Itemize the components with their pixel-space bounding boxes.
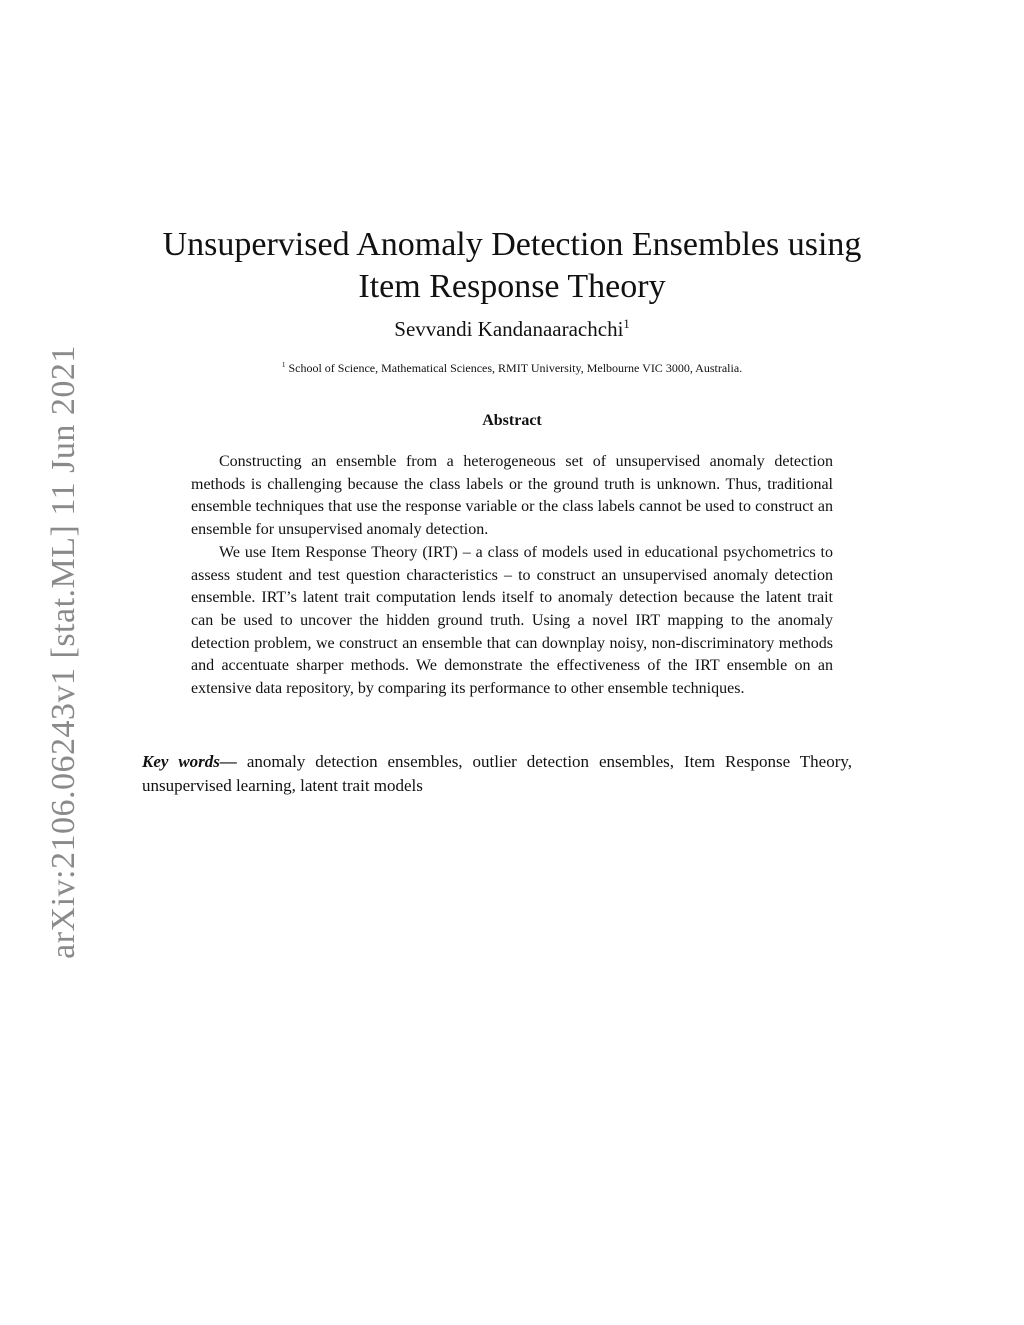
keywords-text: anomaly detection ensembles, outlier detection ensembles, Item Response Theory, unsupervised learning, latent trait models	[142, 752, 853, 795]
author-line	[120, 315, 904, 343]
affiliation-mark: 1	[281, 361, 286, 369]
abstract-paragraph-1: Constructing an ensemble from a heterogeneous set of unsupervised anomaly detection methods is challenging because the class labels or the ground truth is unknown. Thus, traditional ensemble techniques that use the response variable or the class labels cannot be used to construct an ensemble for unsupervised anomaly detection.	[191, 453, 833, 539]
abstract-paragraph-2: We use Item Response Theory (IRT) – a class of models used in educational psychometrics to assess student and test question characteristics – to construct an unsupervised anomaly detection ensemble. IRT’s latent trait computation lends itself to anomaly detection because the latent trait can be used to uncover the hidden ground truth. Using a novel IRT mapping to the anomaly detection problem, we construct an ensemble that can downplay noisy, non-discriminatory methods and accentuate sharper methods. We demonstrate the effectiveness of the IRT ensemble on an extensive data repository, by comparing its performance to other ensemble techniques.	[191, 543, 833, 698]
abstract-heading: Abstract	[482, 412, 542, 429]
arxiv-identifier-stamp: arXiv:2106.06243v1 [stat.ML] 11 Jun 2021	[45, 345, 82, 959]
keywords	[142, 750, 852, 798]
abstract-body	[191, 451, 833, 701]
keywords-label: Key words—	[142, 752, 237, 771]
title-line-1: Unsupervised Anomaly Detection Ensembles using	[162, 226, 862, 263]
paper-title	[120, 224, 904, 308]
author-affiliation-mark: 1	[623, 317, 630, 331]
title-line-2: Item Response Theory	[358, 268, 666, 305]
author-name: Sevvandi Kandanaarachchi	[394, 317, 624, 341]
affiliation-line	[120, 360, 904, 376]
affiliation-text: School of Science, Mathematical Sciences, RMIT University, Melbourne VIC 3000, Australia.	[288, 361, 743, 375]
